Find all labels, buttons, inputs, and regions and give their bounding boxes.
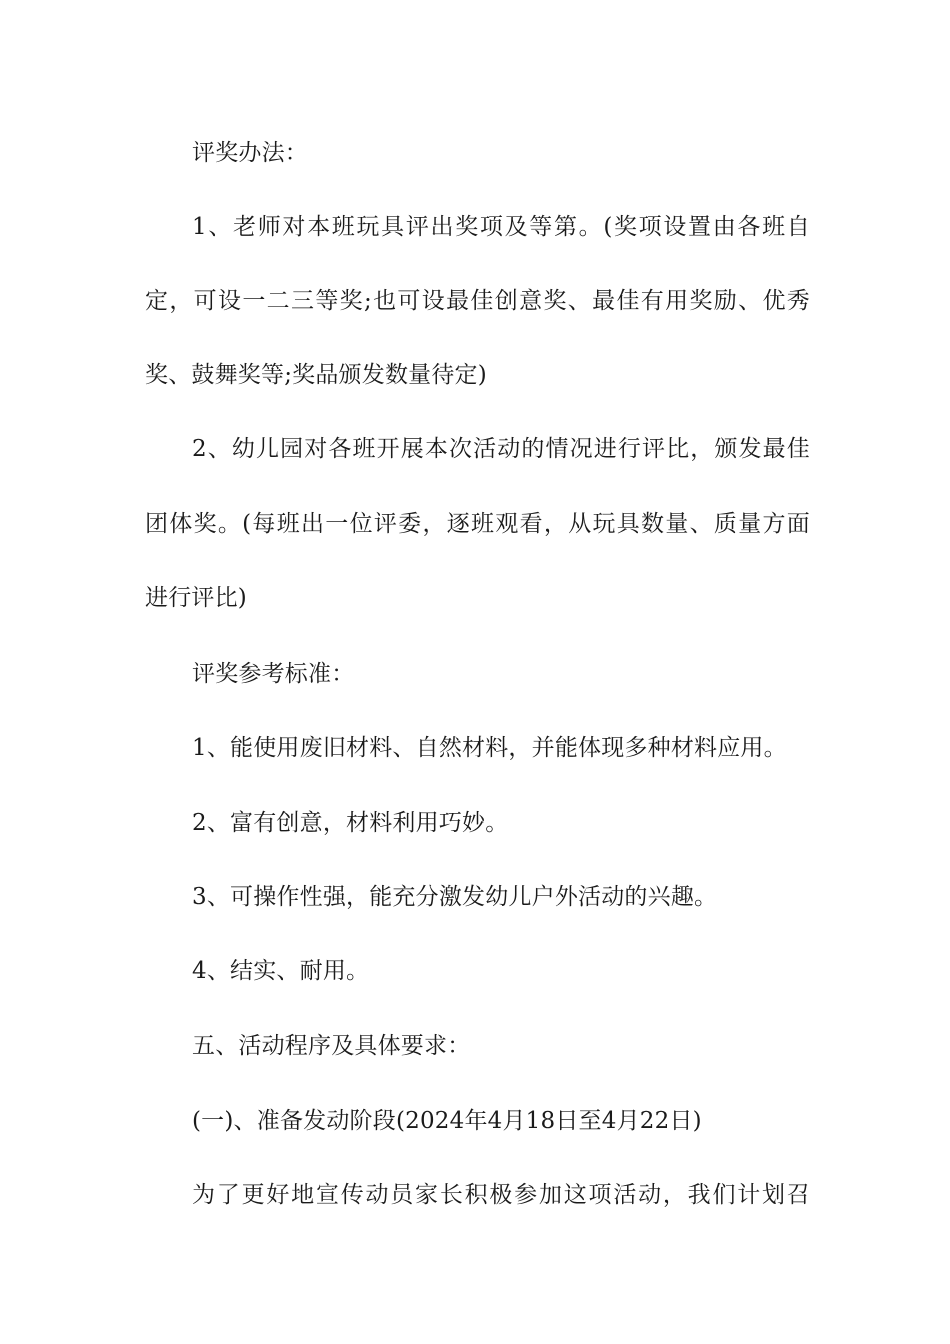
section-heading-award-method: 评奖办法：	[192, 140, 308, 166]
paragraph-line: 定，可设一二三等奖;也可设最佳创意奖、最佳有用奖励、优秀	[145, 288, 810, 314]
paragraph-line: 为了更好地宣传动员家长积极参加这项活动，我们计划召	[192, 1182, 810, 1208]
section-heading-award-criteria: 评奖参考标准：	[192, 661, 355, 687]
subsection-heading-preparation: (一)、准备发动阶段(2024年4月18日至4月22日)	[192, 1108, 702, 1134]
criteria-item: 4、结实、耐用。	[192, 958, 370, 984]
criteria-item: 1、能使用废旧材料、自然材料，并能体现多种材料应用。	[192, 735, 787, 761]
section-heading-procedure: 五、活动程序及具体要求：	[192, 1033, 471, 1059]
paragraph-line: 团体奖。(每班出一位评委，逐班观看，从玩具数量、质量方面	[145, 511, 810, 537]
criteria-item: 3、可操作性强，能充分激发幼儿户外活动的兴趣。	[192, 884, 718, 910]
paragraph-line: 进行评比)	[145, 585, 247, 611]
paragraph-line: 奖、鼓舞奖等;奖品颁发数量待定)	[145, 362, 487, 388]
criteria-item: 2、富有创意，材料利用巧妙。	[192, 810, 509, 836]
paragraph-line: 1、老师对本班玩具评出奖项及等第。(奖项设置由各班自	[192, 214, 810, 240]
paragraph-line: 2、幼儿园对各班开展本次活动的情况进行评比，颁发最佳	[192, 436, 810, 462]
